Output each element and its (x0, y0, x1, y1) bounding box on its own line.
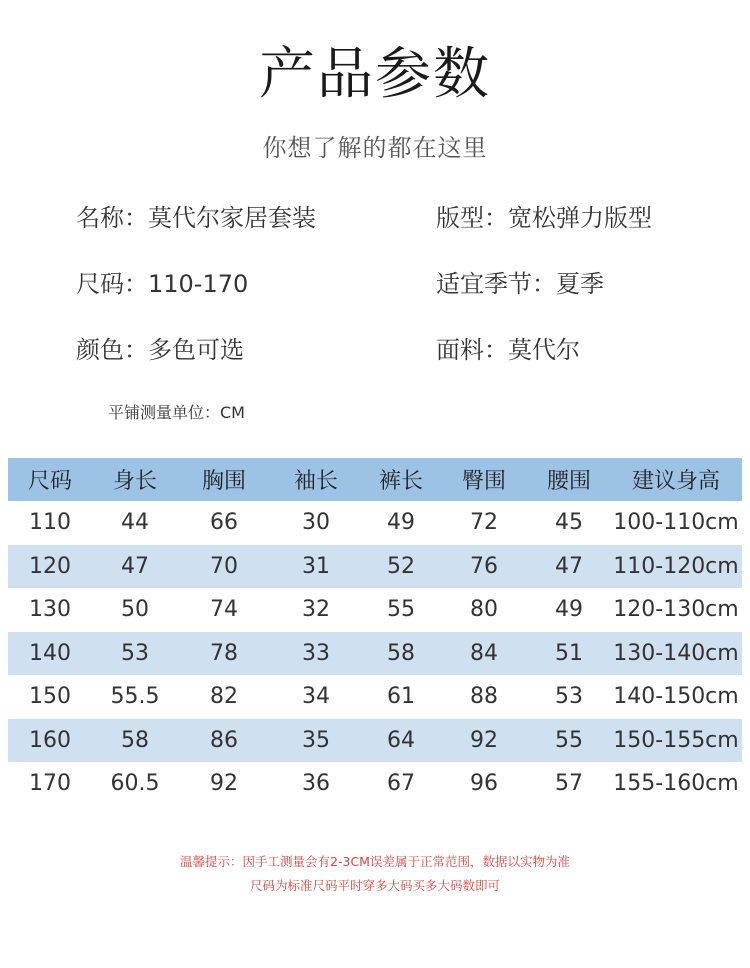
table-row (8, 545, 742, 589)
table-row (8, 501, 742, 545)
table-cell: 92 (440, 719, 528, 763)
spec-color (76, 330, 244, 365)
table-cell: 47 (528, 545, 610, 589)
spec-name (76, 198, 316, 233)
table-row (8, 762, 742, 806)
table-row (8, 588, 742, 632)
column-header: 袖长 (270, 458, 362, 501)
table-cell: 80 (470, 597, 498, 623)
spec-separator: ： (124, 204, 148, 232)
table-cell: 110-120cm (610, 545, 742, 589)
table-cell: 44 (121, 510, 149, 536)
spec-season (436, 264, 604, 299)
column-header: 臀围 (440, 458, 528, 501)
column-header: 身长 (92, 458, 178, 501)
table-cell: 120 (8, 545, 92, 589)
table-cell: 72 (470, 510, 498, 536)
table-cell: 150-155cm (610, 719, 742, 763)
table-cell: 58 (362, 632, 440, 676)
table-cell: 50 (121, 597, 149, 623)
table-cell: 60.5 (110, 771, 160, 797)
table-cell: 61 (387, 684, 415, 710)
table-cell: 52 (362, 545, 440, 589)
spec-value: 莫代尔 (508, 336, 580, 364)
table-row (8, 675, 742, 719)
table-cell: 31 (270, 545, 362, 589)
table-cell: 110 (29, 510, 71, 536)
spec-separator: ： (124, 336, 148, 364)
spec-label: 面料 (436, 336, 484, 364)
table-cell: 34 (302, 684, 330, 710)
table-cell: 86 (178, 719, 270, 763)
spec-fabric (436, 330, 580, 365)
table-cell: 170 (29, 771, 71, 797)
table-cell: 130-140cm (610, 632, 742, 676)
table-row (8, 719, 742, 763)
spec-label: 版型 (436, 204, 484, 232)
table-cell: 47 (92, 545, 178, 589)
table-cell: 82 (210, 684, 238, 710)
tip-line: 温馨提示：因手工测量会有2-3CM误差属于正常范围，数据以实物为准 (180, 854, 570, 869)
spec-separator: ： (484, 204, 508, 232)
table-row (8, 632, 742, 676)
spec-value: 宽松弹力版型 (508, 204, 652, 232)
table-cell: 120-130cm (613, 597, 739, 623)
spec-separator: ： (124, 270, 148, 298)
table-cell: 150 (29, 684, 71, 710)
table-cell: 53 (92, 632, 178, 676)
spec-value: 110-170 (148, 270, 249, 298)
table-cell: 74 (210, 597, 238, 623)
table-cell: 32 (302, 597, 330, 623)
column-header: 裤长 (362, 458, 440, 501)
table-cell: 58 (92, 719, 178, 763)
spec-separator: ： (484, 336, 508, 364)
table-cell: 49 (387, 510, 415, 536)
column-header: 胸围 (178, 458, 270, 501)
table-cell: 51 (528, 632, 610, 676)
table-header-row (8, 458, 742, 501)
table-cell: 70 (178, 545, 270, 589)
column-header: 建议身高 (610, 458, 742, 501)
spec-fit (436, 198, 652, 233)
table-cell: 45 (555, 510, 583, 536)
table-cell: 49 (555, 597, 583, 623)
table-cell: 88 (470, 684, 498, 710)
warm-tips (0, 850, 750, 898)
spec-separator: ： (532, 270, 556, 298)
table-cell: 66 (210, 510, 238, 536)
table-cell: 130 (29, 597, 71, 623)
table-cell: 57 (555, 771, 583, 797)
page-subtitle: 你想了解的都在这里 (262, 134, 488, 162)
table-cell: 140-150cm (613, 684, 739, 710)
table-cell: 35 (270, 719, 362, 763)
table-cell: 64 (362, 719, 440, 763)
table-cell: 140 (8, 632, 92, 676)
table-cell: 55.5 (110, 684, 160, 710)
spec-label: 尺码 (76, 270, 124, 298)
spec-value: 莫代尔家居套装 (148, 204, 316, 232)
table-cell: 96 (470, 771, 498, 797)
table-cell: 53 (555, 684, 583, 710)
table-cell: 55 (387, 597, 415, 623)
measurement-unit-note: 平铺测量单位：CM (108, 403, 245, 422)
spec-value: 多色可选 (148, 336, 244, 364)
spec-list (0, 190, 750, 380)
column-header: 腰围 (528, 458, 610, 501)
spec-size (76, 264, 248, 299)
table-cell: 36 (302, 771, 330, 797)
table-cell: 155-160cm (613, 771, 739, 797)
table-cell: 160 (8, 719, 92, 763)
size-table (8, 458, 742, 806)
spec-label: 名称 (76, 204, 124, 232)
tip-line: 尺码为标准尺码平时穿多大码买多大码数即可 (249, 878, 500, 893)
spec-label: 适宜季节 (436, 270, 532, 298)
table-cell: 33 (270, 632, 362, 676)
table-cell: 30 (302, 510, 330, 536)
spec-label: 颜色 (76, 336, 124, 364)
column-header: 尺码 (8, 458, 92, 501)
table-cell: 55 (528, 719, 610, 763)
table-cell: 92 (210, 771, 238, 797)
table-cell: 67 (387, 771, 415, 797)
page-title: 产品参数 (259, 42, 491, 107)
spec-value: 夏季 (556, 270, 604, 298)
table-cell: 78 (178, 632, 270, 676)
table-cell: 84 (440, 632, 528, 676)
table-cell: 76 (440, 545, 528, 589)
table-cell: 100-110cm (613, 510, 739, 536)
